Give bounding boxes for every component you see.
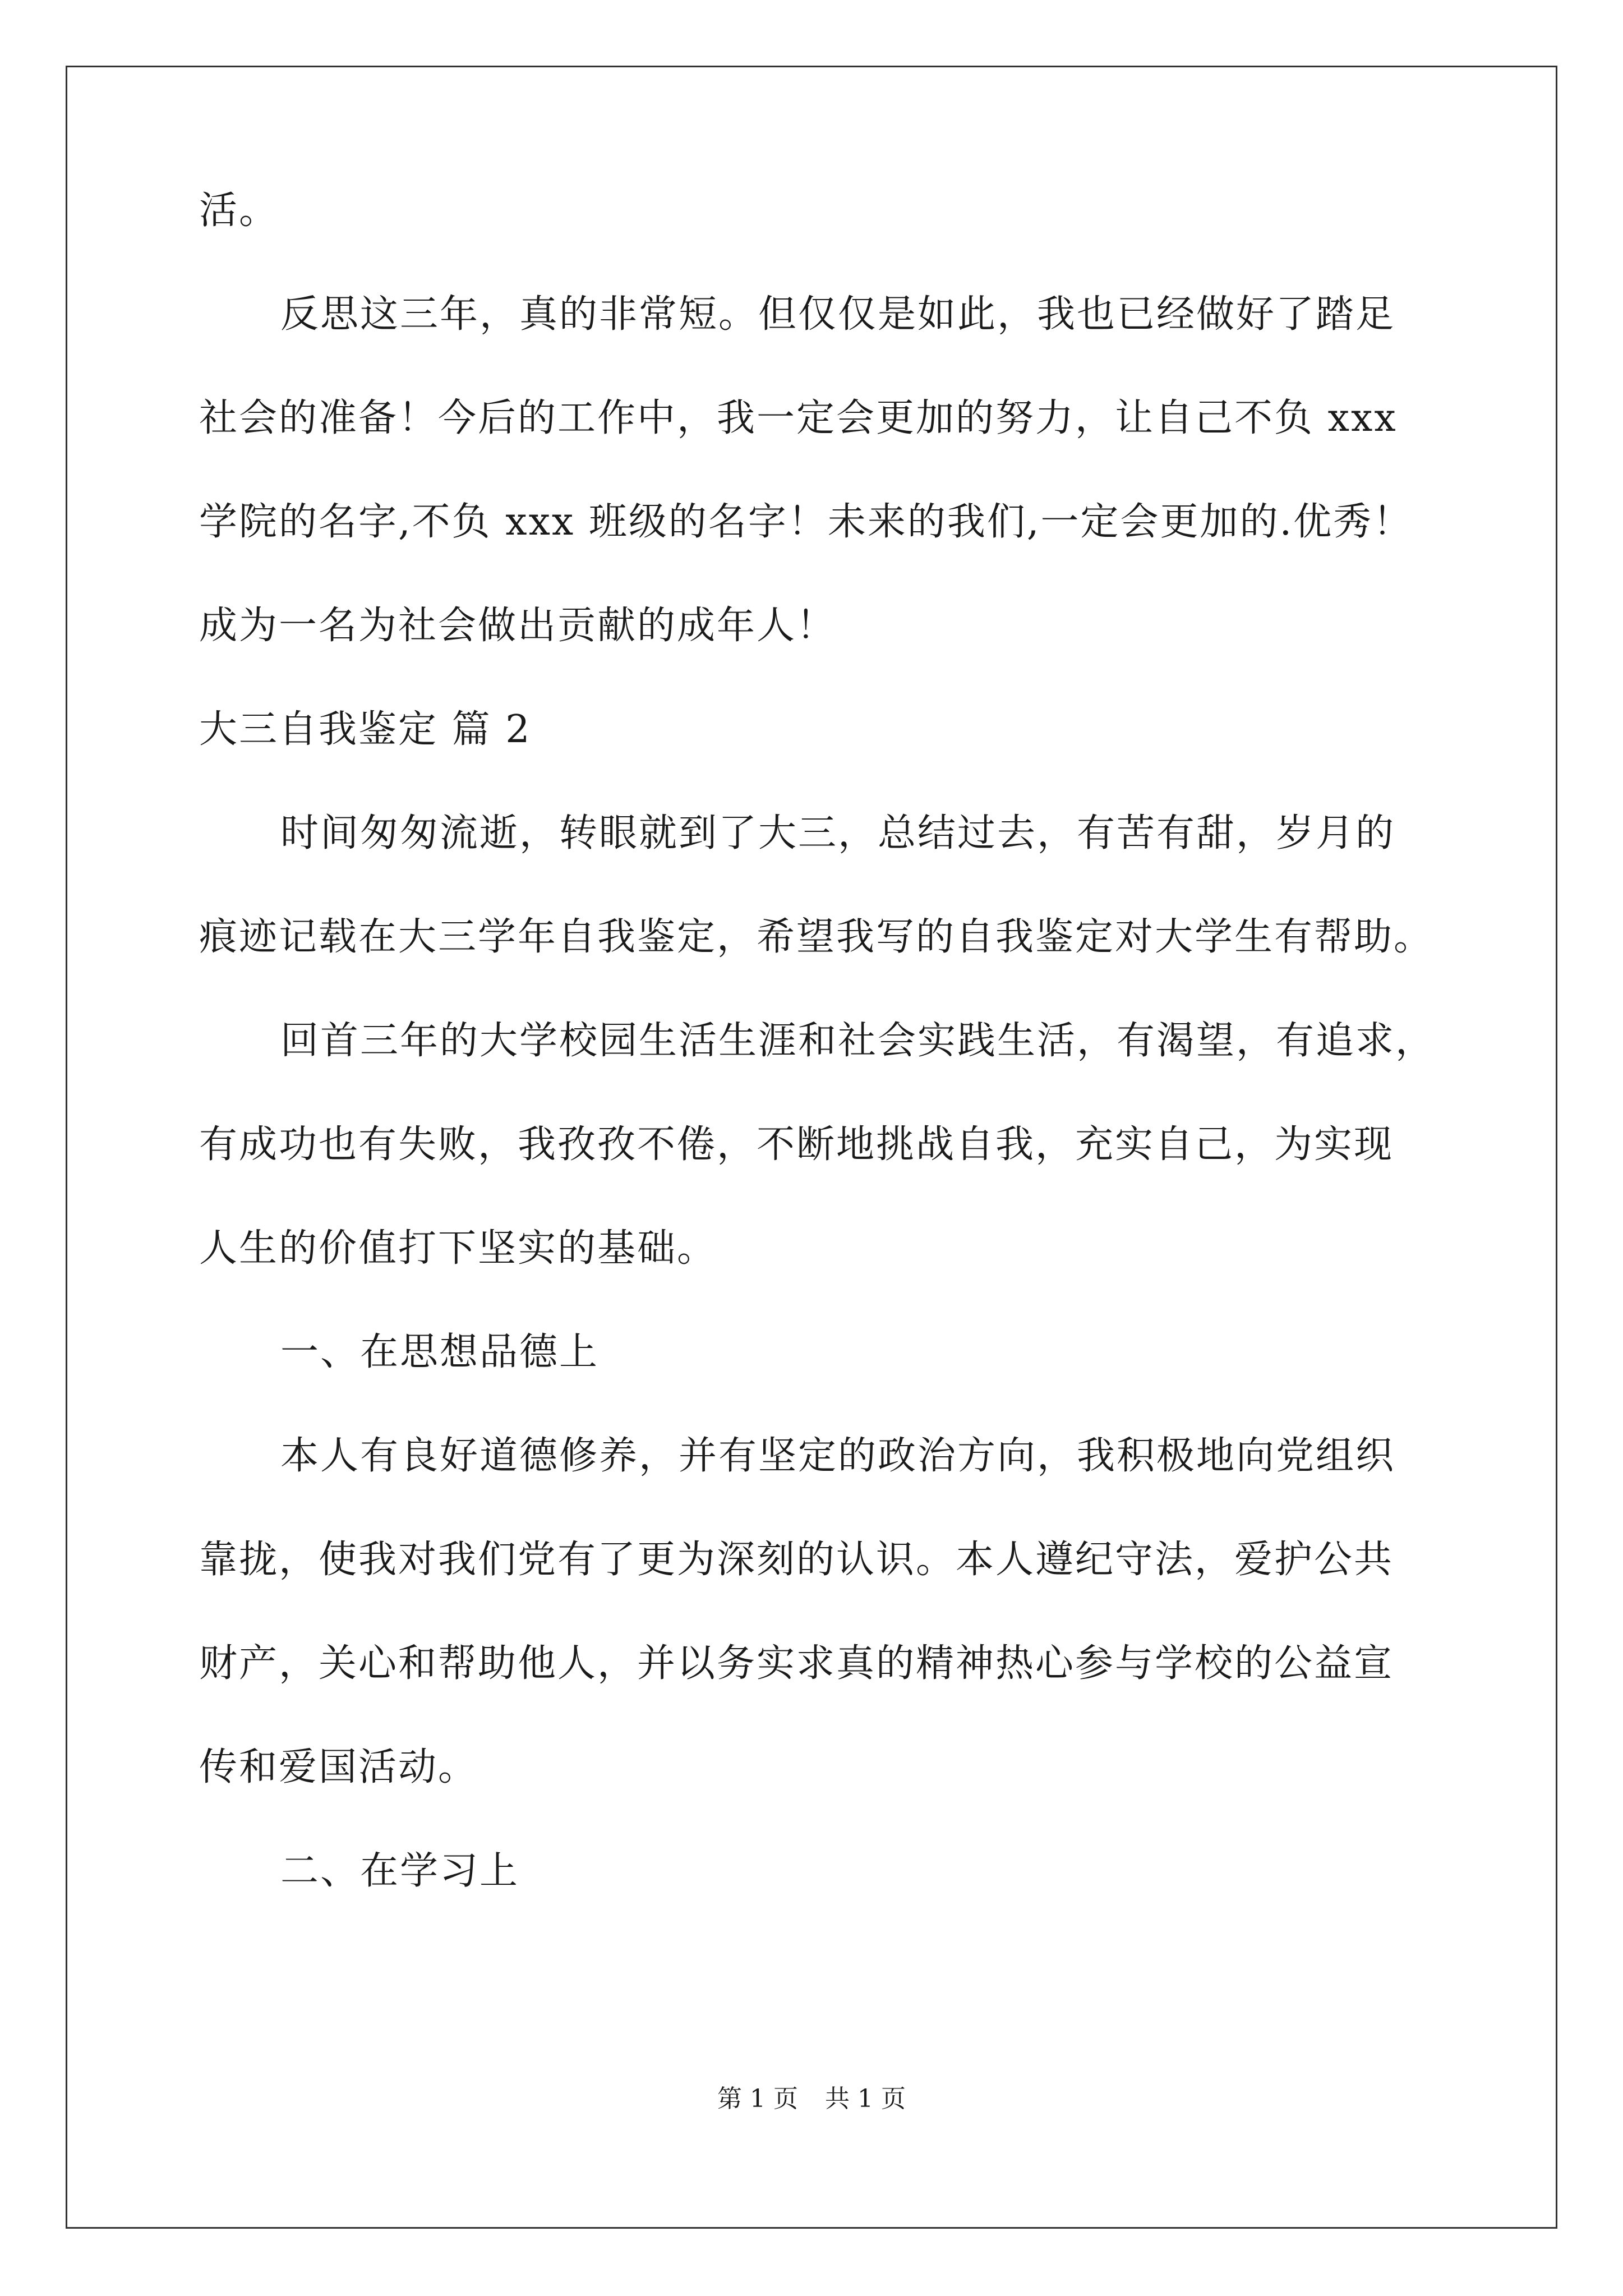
paragraph-line: 有成功也有失败，我孜孜不倦，不断地挑战自我，充实自己，为实现 xyxy=(199,1122,1394,1167)
paragraph-line: 回首三年的大学校园生活生涯和社会实践生活，有渴望，有追求， xyxy=(280,1019,1436,1063)
page-footer xyxy=(0,2087,1623,2111)
paragraph-line: 社会的准备！今后的工作中，我一定会更加的努力，让自己不负 xxx xyxy=(199,396,1398,440)
page-number: 第 1 页 xyxy=(717,2085,798,2113)
section-heading: 大三自我鉴定 篇 2 xyxy=(199,707,532,752)
paragraph-line: 痕迹记载在大三学年自我鉴定，希望我写的自我鉴定对大学生有帮助。 xyxy=(199,915,1434,959)
paragraph-line: 财产，关心和帮助他人，并以务实求真的精神热心参与学校的公益宣 xyxy=(199,1641,1394,1686)
paragraph-line: 人生的价值打下坚实的基础。 xyxy=(199,1226,717,1271)
paragraph-line: 学院的名字,不负 xxx 班级的名字！未来的我们,一定会更加的.优秀！ xyxy=(199,500,1413,544)
paragraph-line: 本人有良好道德修养，并有坚定的政治方向，我积极地向党组织 xyxy=(280,1434,1396,1478)
paragraph-line: 反思这三年，真的非常短。但仅仅是如此，我也已经做好了踏足 xyxy=(280,292,1396,337)
subsection-heading: 二、在学习上 xyxy=(280,1849,520,1893)
paragraph-line: 成为一名为社会做出贡献的成年人！ xyxy=(199,604,837,648)
subsection-heading: 一、在思想品德上 xyxy=(280,1330,600,1374)
paragraph-line: 活。 xyxy=(199,188,279,233)
paragraph-line: 传和爱国活动。 xyxy=(199,1745,478,1789)
paragraph-line: 靠拢，使我对我们党有了更为深刻的认识。本人遵纪守法，爱护公共 xyxy=(199,1538,1394,1582)
page-total: 共 1 页 xyxy=(825,2085,906,2113)
paragraph-line: 时间匆匆流逝，转眼就到了大三，总结过去，有苦有甜，岁月的 xyxy=(280,811,1396,855)
